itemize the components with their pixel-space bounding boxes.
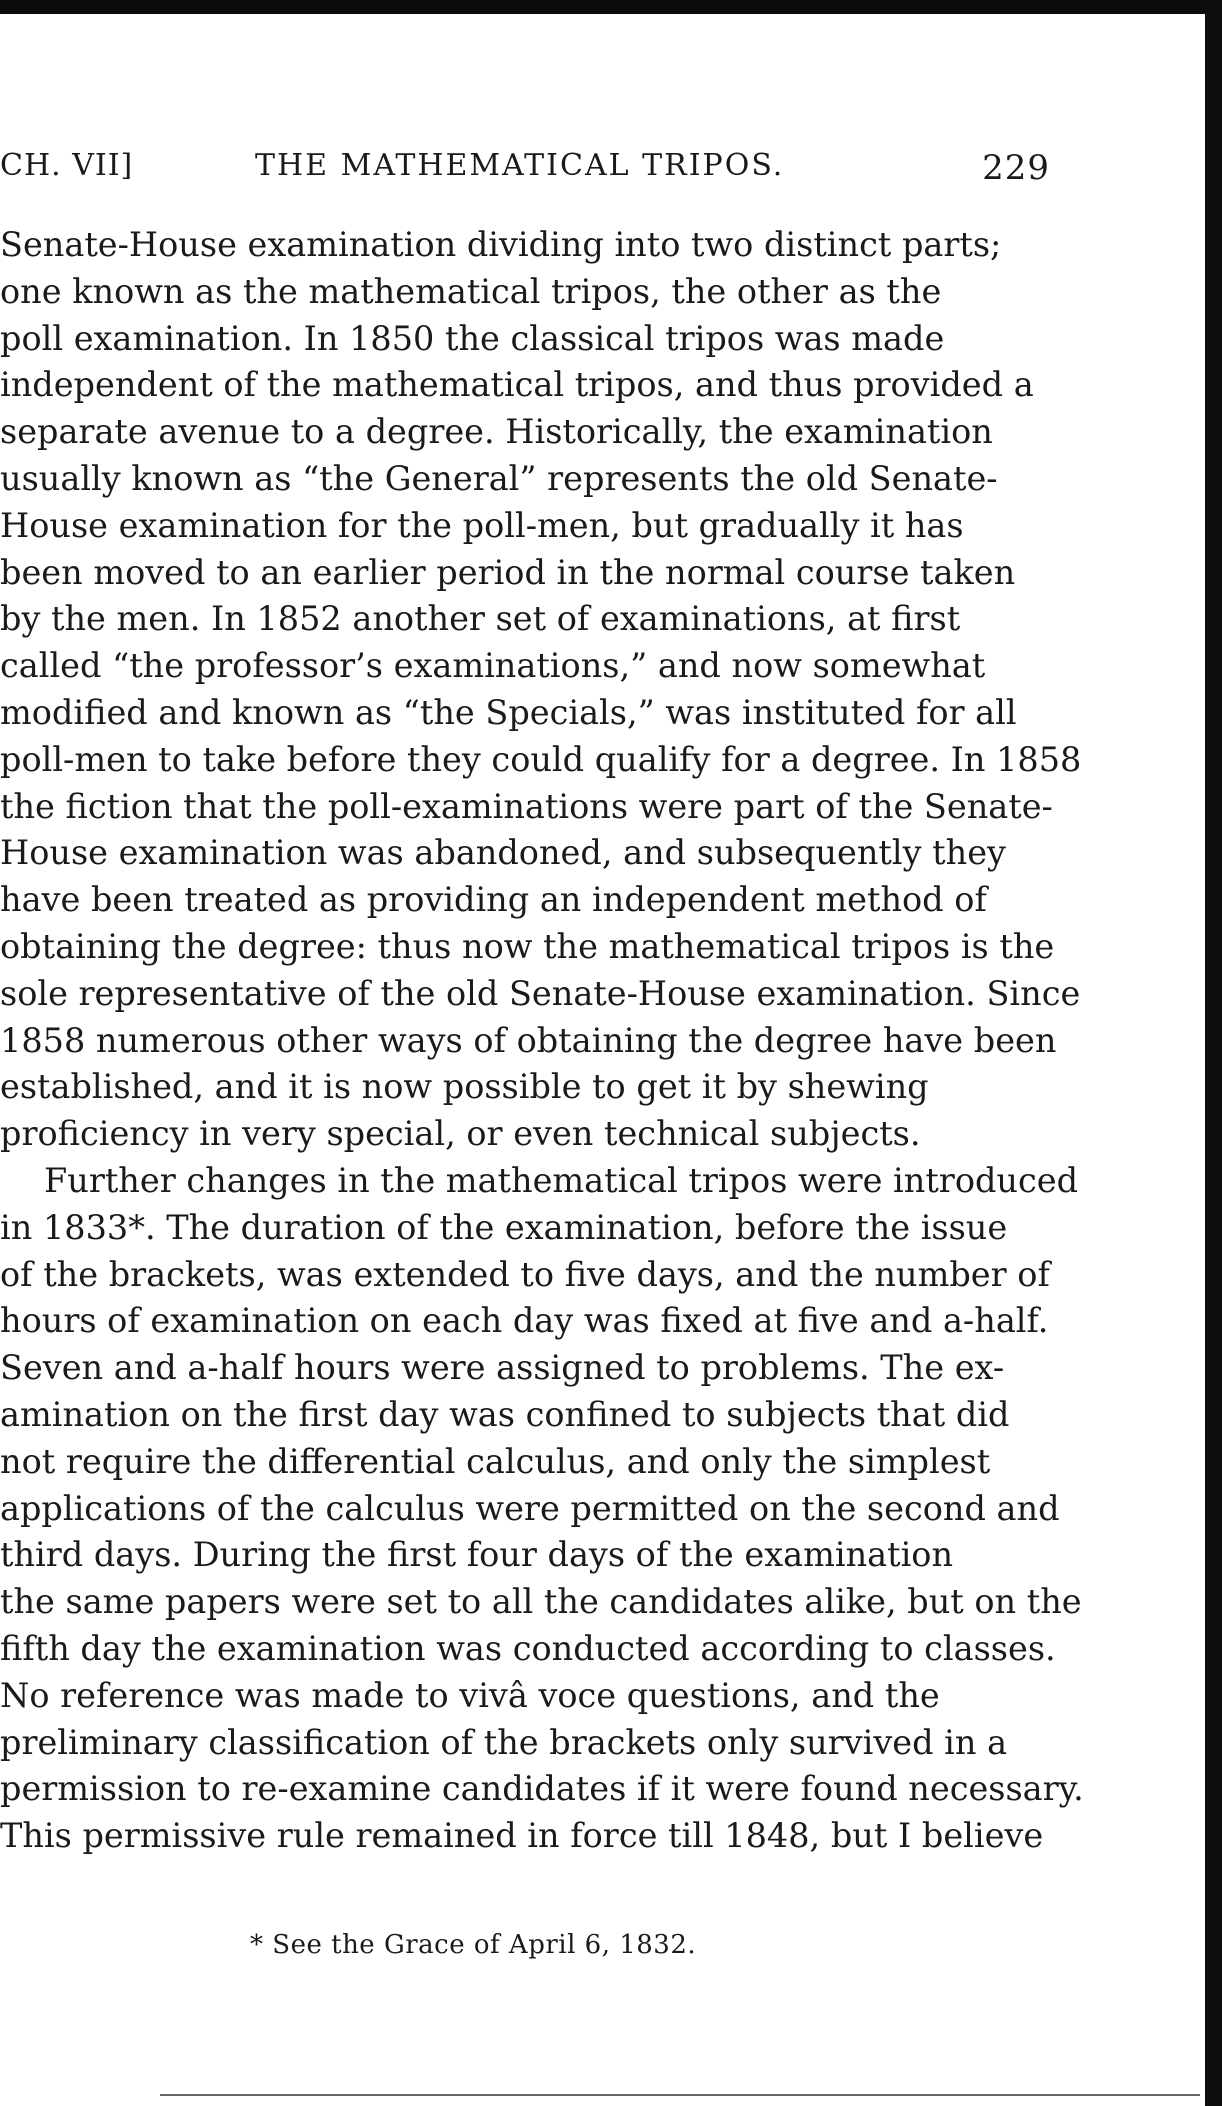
text-line: Seven and a-half hours were assigned to problems. The ex- <box>0 1348 1005 1388</box>
text-line: usually known as “the General” represents the old Senate- <box>0 458 998 498</box>
text-line: Senate-House examination dividing into two distinct parts; <box>0 225 1002 264</box>
scan-right-border <box>1205 0 1222 2106</box>
text-line: poll-men to take before they could qualify for a degree. In 1858 <box>0 739 1082 779</box>
text-line: called “the professor’s examinations,” and now somewhat <box>0 646 986 686</box>
text-line: fifth day the examination was conducted according to classes. <box>0 1628 1056 1668</box>
text-line: established, and it is now possible to get it by shewing <box>0 1067 929 1107</box>
chapter-label: CH. VII] <box>0 148 134 183</box>
text-line: preliminary classification of the brackets only survived in a <box>0 1722 1008 1762</box>
text-line: have been treated as providing an independent method of <box>0 880 987 920</box>
text-line: This permissive rule remained in force till 1848, but I believe <box>0 1816 1044 1856</box>
scan-top-border <box>0 0 1222 14</box>
text-line: poll examination. In 1850 the classical tripos was made <box>0 318 945 358</box>
text-line: one known as the mathematical tripos, the other as the <box>0 271 942 311</box>
text-line: proficiency in very special, or even technical subjects. <box>0 1114 921 1154</box>
text-line: obtaining the degree: thus now the mathematical tripos is the <box>0 926 1055 966</box>
text-line: third days. During the first four days of the examination <box>0 1535 954 1575</box>
text-line: No reference was made to vivâ voce questions, and the <box>0 1675 940 1715</box>
text-line: separate avenue to a degree. Historically, the examination <box>0 412 993 452</box>
paragraph-start-line: Further changes in the mathematical tripos were introduced <box>44 1160 1079 1200</box>
text-line: in 1833*. The duration of the examination, before the issue <box>0 1207 1008 1247</box>
page-title: THE MATHEMATICAL TRIPOS. <box>255 148 785 183</box>
page-number: 229 <box>982 148 1050 188</box>
text-line: by the men. In 1852 another set of examinations, at first <box>0 599 961 639</box>
text-line: permission to re-examine candidates if it were found necessary. <box>0 1769 1084 1809</box>
text-line: amination on the first day was confined to subjects that did <box>0 1394 1010 1434</box>
scan-bottom-rule <box>160 2094 1200 2096</box>
text-line: the same papers were set to all the candidates alike, but on the <box>0 1582 1082 1622</box>
text-line: applications of the calculus were permitted on the second and <box>0 1488 1060 1528</box>
running-header <box>0 148 1060 192</box>
body-text <box>0 222 1084 1860</box>
text-line: not require the differential calculus, and only the simplest <box>0 1441 991 1481</box>
text-line: independent of the mathematical tripos, and thus provided a <box>0 365 1034 405</box>
text-line: been moved to an earlier period in the normal course taken <box>0 552 1016 592</box>
footnote: * See the Grace of April 6, 1832. <box>250 1930 697 1960</box>
text-line: House examination for the poll-men, but gradually it has <box>0 505 964 545</box>
text-line: House examination was abandoned, and subsequently they <box>0 833 1006 873</box>
text-line: of the brackets, was extended to five days, and the number of <box>0 1254 1050 1294</box>
text-line: sole representative of the old Senate-House examination. Since <box>0 973 1081 1013</box>
text-line: 1858 numerous other ways of obtaining the degree have been <box>0 1020 1057 1060</box>
text-line: modified and known as “the Specials,” was instituted for all <box>0 692 1017 732</box>
text-line: hours of examination on each day was fixed at five and a-half. <box>0 1301 1049 1341</box>
text-line: the fiction that the poll-examinations were part of the Senate- <box>0 786 1053 826</box>
